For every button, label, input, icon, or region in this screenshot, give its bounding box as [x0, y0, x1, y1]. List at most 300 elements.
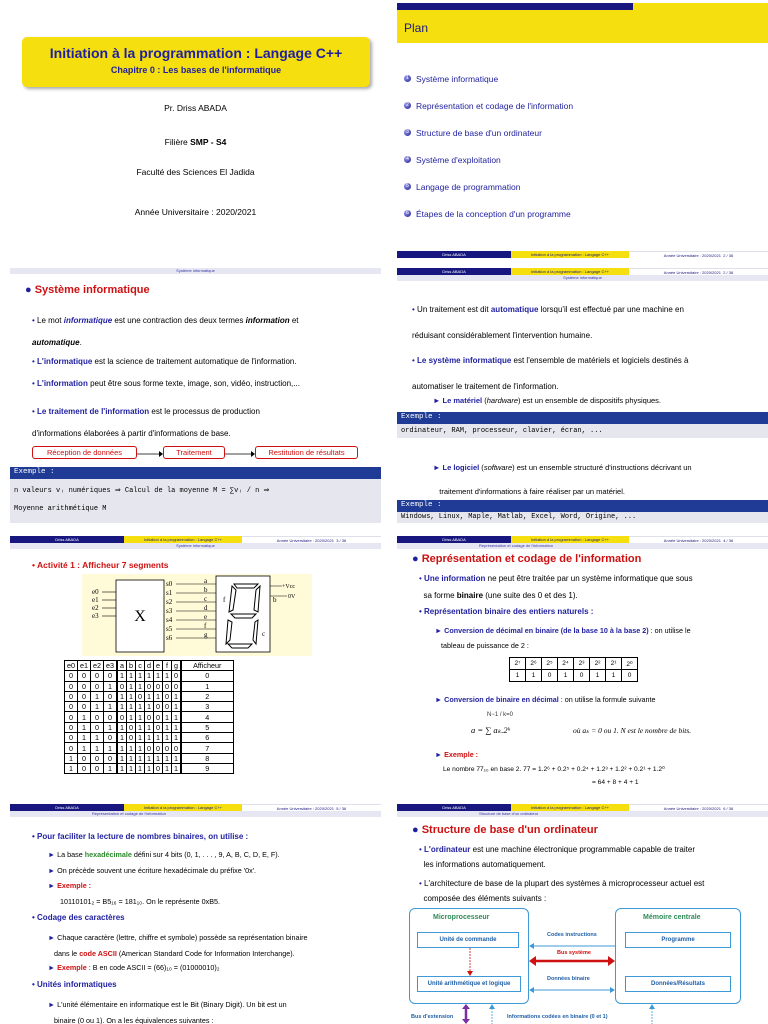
bullet-traitement: • Le traitement de l'information est le processus de production d'informations élaborées à partir d'informations de base. [32, 407, 260, 438]
page-number: 5 / 36 [336, 806, 347, 811]
example-body: ordinateur, RAM, processeur, clavier, écran, ... [397, 424, 768, 438]
table-cell: 1 [127, 681, 136, 691]
output-label: s6 [166, 634, 173, 642]
bullet-icon: ● [412, 824, 419, 836]
table-cell: 1 [91, 702, 104, 712]
filiere-value: SMP - S4 [190, 137, 227, 147]
col-header: c [136, 661, 145, 671]
footer-author: Driss ABADA [397, 536, 511, 543]
table-cell: 0 [91, 763, 104, 773]
table-cell: 1 [78, 722, 91, 732]
segment-label-b: b [273, 596, 277, 604]
txt: Un traitement est dit [417, 305, 491, 314]
author: Pr. Driss ABADA [164, 103, 227, 113]
alu-unit: Unité arithmétique et logique [417, 976, 521, 992]
flow-reception: Réception de données [32, 446, 137, 459]
table-cell: 0 [145, 743, 154, 753]
footer-year [629, 251, 768, 258]
table-cell: 1 [145, 691, 154, 701]
bullet-lecture: • Pour faciliter la lecture de nombres binaires, on utilise : [32, 832, 249, 841]
txt: composée des éléments suivants : [423, 894, 547, 903]
sub-ascii: ► Chaque caractère (lettre, chiffre et symbole) possède sa représentation binaire dans le code ASCII (American Standard Code for Information Interchange). [48, 933, 308, 958]
segment-label-c: c [262, 630, 266, 638]
section-heading [25, 284, 150, 296]
col-header: e [154, 661, 163, 671]
arrow-down-icon [467, 948, 473, 976]
footer-year [629, 536, 768, 543]
output-label: s5 [166, 625, 173, 633]
slide-structure [397, 804, 768, 1024]
input-label: e2 [92, 604, 99, 612]
cell: 1 [510, 670, 526, 682]
table-cell: 0 [104, 733, 118, 743]
txt: est le processus de production [149, 407, 260, 416]
txt: ( [479, 463, 484, 472]
bullet-informatique: • L'informatique est la science de traitement automatique de l'information. [32, 357, 297, 366]
table-cell: 8 [181, 753, 233, 763]
table-cell: 1 [172, 753, 182, 763]
footer-year-text: Année Universitaire : 2020/2021 [663, 270, 721, 275]
example-line: n valeurs vᵢ numériques ⇒ Calcul de la moyenne M = ∑vᵢ / n ⇒ [14, 487, 270, 495]
power-row [510, 658, 638, 670]
sub-bin-dec: ► Conversion de binaire en décimal : on utilise la formule suivante [435, 695, 656, 704]
section-heading-text: Système informatique [34, 284, 150, 296]
table-cell: 0 [154, 743, 163, 753]
table-cell: 1 [117, 753, 127, 763]
section-header: Système informatique [10, 543, 381, 549]
txt: L'architecture de base de la plupart des systèmes à microprocesseur actuel est [424, 879, 705, 888]
output-label: s2 [166, 598, 173, 606]
bullet-systeme: • Le système informatique est l'ensemble de matériels et logiciels destinés à automatiser le traitement de l'information. [412, 356, 689, 391]
bullet-entiers: • Représentation binaire des entiers naturels : [419, 607, 594, 616]
txt: ne peut être traitée par un système informatique que sous [485, 574, 693, 583]
top-band [397, 3, 768, 10]
arrow-left-icon [529, 942, 615, 950]
txt: La base [57, 850, 85, 859]
table-cell: 0 [172, 681, 182, 691]
txt: Codage des caractères [37, 913, 125, 922]
segment-label: e [204, 613, 208, 621]
table-cell: 1 [136, 743, 145, 753]
bullet-icon: ● [25, 284, 32, 296]
table-cell: 0 [181, 671, 233, 681]
bullet-icon: ● [412, 553, 419, 565]
table-cell: 0 [78, 681, 91, 691]
txt: L'information [37, 379, 88, 388]
formula: a = ∑ aₖ.2ᵏ [471, 725, 511, 735]
table-cell: 1 [127, 691, 136, 701]
cell: 0 [574, 670, 590, 682]
section-header: Structure de base d'un ordinateur [397, 811, 768, 817]
table-cell: 6 [181, 733, 233, 743]
table-cell: 1 [136, 763, 145, 773]
input-label: e0 [92, 588, 99, 596]
txt: les informations automatiquement. [423, 860, 546, 869]
table-row [65, 712, 234, 722]
table-cell: 1 [172, 722, 182, 732]
page-number: 4 / 36 [723, 538, 734, 543]
txt: est la science de traitement automatique de l'information. [92, 357, 297, 366]
section-header: Système informatique [10, 268, 381, 274]
table-cell: 1 [104, 681, 118, 691]
footer-author: Driss ABADA [397, 251, 511, 258]
table-row [65, 753, 234, 763]
section-heading [412, 553, 641, 565]
segment-label: a [204, 577, 208, 585]
footer-course: Initiation à la programmation : Langage C++ [124, 804, 242, 811]
formula-limits: N−1 / k=0 [487, 712, 514, 718]
footer-course: Initiation à la programmation : Langage C++ [511, 804, 629, 811]
col-header: d [145, 661, 154, 671]
col-header: e3 [104, 661, 118, 671]
table-cell: 0 [65, 722, 78, 732]
table-cell: 1 [117, 733, 127, 743]
bullet-architecture: • L'architecture de base de la plupart des systèmes à microprocesseur actuel est composée des éléments suivants : [419, 879, 705, 903]
bullet-ordinateur: • L'ordinateur est une machine électronique programmable capable de traiter les informations automatiquement. [419, 845, 695, 869]
col-header: b [127, 661, 136, 671]
plan-item[interactable] [404, 119, 573, 146]
cell: 2³ [574, 658, 590, 670]
top-footer [397, 536, 768, 543]
sub-logiciel: ► Le logiciel (software) est un ensemble structuré d'instructions décrivant un traitement d'informations à faire réaliser par un matériel. [433, 463, 692, 496]
txt: hardware [486, 396, 519, 405]
table-cell: 0 [78, 691, 91, 701]
table-cell: 0 [136, 691, 145, 701]
footer-course: Initiation à la programmation : Langage C++ [511, 268, 629, 275]
table-cell: 0 [117, 712, 127, 722]
txt: : on utilise la formule suivante [558, 695, 656, 704]
cell: 1 [558, 670, 574, 682]
txt: défini sur 4 bits (0, 1, . . . , 9, A, B, C, D, E, F). [131, 850, 280, 859]
value-row [510, 670, 638, 682]
number-ball-icon: 1 [404, 75, 411, 82]
table-cell: 0 [91, 712, 104, 722]
txt: : on utilise le [648, 626, 691, 635]
table-cell: 1 [145, 671, 154, 681]
output-label: s1 [166, 589, 173, 597]
txt: ) est un ensemble structuré d'instructions décrivant un [512, 463, 692, 472]
power-table [509, 657, 638, 682]
table-cell: 5 [181, 722, 233, 732]
txt: est l'ensemble de matériels et logiciels destinés à [511, 356, 689, 365]
flow-restitution: Restitution de résultats [255, 446, 358, 459]
page-number: 2 / 36 [723, 253, 734, 258]
sub-bit: ► L'unité élémentaire en informatique est le Bit (Binary Digit). Un bit est un binaire (0 ou 1). On a les équivalences suivantes : [48, 1000, 287, 1024]
table-cell: 9 [181, 763, 233, 773]
table-row [65, 722, 234, 732]
microprocessor-label: Microprocesseur [433, 914, 490, 921]
plan-item-label: Langage de programmation [416, 181, 521, 192]
table-cell: 1 [65, 763, 78, 773]
cell: 0 [542, 670, 558, 682]
plan-item[interactable] [404, 200, 573, 227]
footer-course: Initiation à la programmation : Langage C++ [124, 536, 242, 543]
table-cell: 0 [172, 671, 182, 681]
bus-label: Bus système [557, 950, 591, 956]
arrow-icon [137, 451, 163, 457]
col-header: f [163, 661, 172, 671]
table-cell: 0 [163, 743, 172, 753]
table-cell: 1 [154, 691, 163, 701]
table-cell: 0 [154, 681, 163, 691]
table-cell: 0 [65, 712, 78, 722]
table-cell: 0 [104, 753, 118, 763]
txt: L'ordinateur [424, 845, 471, 854]
table-cell: 0 [163, 681, 172, 691]
table-cell: 1 [136, 671, 145, 681]
table-cell: 0 [104, 691, 118, 701]
plan-item-label: Étapes de la conception d'un programme [416, 208, 571, 219]
table-cell: 0 [145, 681, 154, 691]
bullet-automatique: • Un traitement est dit automatique lorsqu'il est effectué par une machine en réduisant considérablement l'intervention humaine. [412, 305, 684, 340]
plan-item[interactable] [404, 92, 573, 119]
txt: Le matériel [442, 396, 483, 405]
segment-label: d [204, 604, 208, 612]
filiere [10, 137, 381, 147]
txt: dans le [54, 949, 80, 958]
example-header: Exemple : [397, 412, 768, 424]
table-cell: 1 [172, 712, 182, 722]
output-label: s4 [166, 616, 173, 624]
table-cell: 1 [172, 691, 182, 701]
example-header: Exemple : [397, 500, 768, 512]
table-cell: 1 [117, 671, 127, 681]
section-header: Système informatique [397, 275, 768, 281]
table-cell: 1 [154, 671, 163, 681]
table-cell: 1 [127, 743, 136, 753]
txt: binaire (0 ou 1). On a les équivalences suivantes : [54, 1016, 214, 1024]
cell: 2⁴ [558, 658, 574, 670]
cell: 2⁵ [542, 658, 558, 670]
cell: 1 [606, 670, 622, 682]
output-label: s0 [166, 580, 173, 588]
example-line-2: = 64 + 8 + 4 + 1 [592, 779, 639, 786]
output-label: s3 [166, 607, 173, 615]
table-cell: 0 [154, 763, 163, 773]
page-number: 2 / 36 [723, 270, 734, 275]
footer-author: Driss ABADA [10, 536, 124, 543]
table-cell: 1 [104, 702, 118, 712]
txt: Chaque caractère (lettre, chiffre et symbole) possède sa représentation binaire [57, 933, 308, 942]
cell: 2¹ [606, 658, 622, 670]
table-cell: 0 [91, 681, 104, 691]
page-number: 3 / 36 [336, 538, 347, 543]
memory-label: Mémoire centrale [643, 914, 701, 921]
table-cell: 0 [127, 733, 136, 743]
txt: tableau de puissance de 2 : [441, 641, 529, 650]
table-row [65, 671, 234, 681]
txt: automatique [490, 305, 539, 314]
table-cell: 1 [65, 753, 78, 763]
table-cell: 0 [78, 671, 91, 681]
txt: hexadécimale [84, 850, 132, 859]
table-cell: 0 [104, 671, 118, 681]
txt: software [483, 463, 513, 472]
txt: réduisant considérablement l'intervention humaine. [412, 331, 593, 340]
number-ball-icon: 5 [404, 183, 411, 190]
table-cell: 0 [172, 743, 182, 753]
program-box: Programme [625, 932, 731, 948]
txt: L'informatique [37, 357, 93, 366]
footer-author: Driss ABADA [10, 804, 124, 811]
txt: Exemple : [444, 750, 479, 759]
txt: ( [482, 396, 487, 405]
txt: Unités informatiques [37, 980, 117, 989]
table-cell: 0 [65, 733, 78, 743]
footer-year [629, 268, 768, 275]
bullet-mot: • Le mot informatique est une contraction des deux termes information et automatique. [32, 316, 299, 347]
table-cell: 1 [163, 733, 172, 743]
table-cell: 1 [136, 733, 145, 743]
table-cell: 1 [136, 753, 145, 763]
txt: Le mot [37, 316, 64, 325]
table-cell: 7 [181, 743, 233, 753]
txt: lorsqu'il est effectué par une machine en [538, 305, 684, 314]
sub-prefix: ► On précède souvent une écriture hexadécimale du préfixe '0x'. [48, 866, 257, 875]
number-ball-icon: 6 [404, 210, 411, 217]
table-cell: 0 [65, 671, 78, 681]
example-body: Windows, Linux, Maple, Matlab, Excel, Word, Origine, ... [397, 512, 768, 523]
footer-year-text: Année Universitaire : 2020/2021 [276, 806, 334, 811]
table-cell: 1 [163, 712, 172, 722]
cell: 2² [590, 658, 606, 670]
plan-item[interactable] [404, 146, 573, 173]
table-cell: 1 [78, 743, 91, 753]
table-cell: 1 [172, 733, 182, 743]
segment-label: f [204, 622, 207, 630]
table-cell: 0 [145, 712, 154, 722]
slide-representation [397, 536, 768, 791]
title-box [22, 37, 370, 87]
sub-materiel: ► Le matériel (hardware) est un ensemble de dispositifs physiques. [433, 396, 662, 405]
table-cell: 1 [127, 763, 136, 773]
table-cell: 1 [163, 671, 172, 681]
table-cell: 0 [117, 681, 127, 691]
table-cell: 1 [91, 743, 104, 753]
txt: Pour faciliter la lecture de nombres binaires, on utilise : [37, 832, 249, 841]
cell: 0 [622, 670, 638, 682]
table-cell: 1 [117, 691, 127, 701]
slide-systeme-2 [397, 268, 768, 523]
footer-course: Initiation à la programmation : Langage C++ [511, 251, 629, 258]
table-row [65, 691, 234, 701]
txt: Représentation binaire des entiers naturels : [424, 607, 594, 616]
txt: On précède souvent une écriture hexadécimale du préfixe '0x'. [57, 866, 257, 875]
seven-segment-diagram [82, 574, 312, 656]
table-cell: 1 [117, 722, 127, 732]
arrow-up-icon [489, 1004, 495, 1024]
table-cell: 0 [154, 702, 163, 712]
truth-table [64, 660, 234, 774]
segment-label: b [204, 586, 208, 594]
bullet-caracteres: • Codage des caractères [32, 913, 125, 922]
segment-label: c [204, 595, 208, 603]
txt: informatique [63, 316, 113, 325]
footer-year-text: Année Universitaire : 2020/2021 [663, 538, 721, 543]
input-label: e1 [92, 596, 99, 604]
table-cell: 0 [127, 722, 136, 732]
cell: 2⁷ [510, 658, 526, 670]
flow-traitement: Traitement [163, 446, 225, 459]
arrow-up-right-icon [649, 1004, 655, 1024]
txt: Exemple : [57, 881, 92, 890]
table-cell: 1 [136, 722, 145, 732]
ext-bus-label: Bus d'extension [411, 1014, 454, 1020]
table-cell: 0 [78, 763, 91, 773]
table-row [65, 743, 234, 753]
table-cell: 1 [127, 671, 136, 681]
plan-item[interactable] [404, 65, 573, 92]
plan-item-label: Système d'exploitation [416, 154, 501, 165]
txt: automatiser le traitement de l'information. [412, 382, 559, 391]
table-cell: 1 [172, 763, 182, 773]
txt: : B en code ASCII = (66)₁₀ = (01000010)₂ [86, 963, 220, 972]
table-cell: 0 [78, 702, 91, 712]
bullet-binaire: • Une information ne peut être traitée par un système informatique que sous sa forme binaire (une suite des 0 et des 1). [419, 574, 693, 600]
footer-author: Driss ABADA [397, 268, 511, 275]
cell: 2⁰ [622, 658, 638, 670]
activity-title: • Activité 1 : Afficheur 7 segments [32, 560, 169, 570]
top-footer [397, 268, 768, 275]
plan-item[interactable] [404, 173, 573, 200]
vcc-label: +Vcc [282, 584, 296, 590]
table-cell: 0 [154, 712, 163, 722]
txt: Le traitement de l'information [37, 407, 150, 416]
txt: L'unité élémentaire en informatique est le Bit (Binary Digit). Un bit est un [57, 1000, 287, 1009]
example-line: Moyenne arithmétique M [14, 505, 107, 513]
table-cell: 0 [65, 681, 78, 691]
section-heading-text: Représentation et codage de l'information [421, 553, 642, 565]
table-cell: 1 [78, 712, 91, 722]
txt: peut être sous forme texte, image, son, vidéo, instruction,... [87, 379, 300, 388]
table-cell: 1 [127, 702, 136, 712]
table-cell: 1 [78, 733, 91, 743]
footer-year-text: Année Universitaire : 2020/2021 [663, 253, 721, 258]
bullet-unites: • Unités informatiques [32, 980, 117, 989]
section-header: Représentation et codage de l'information [10, 811, 381, 817]
top-footer [10, 536, 381, 543]
col-header: e1 [78, 661, 91, 671]
table-cell: 1 [154, 753, 163, 763]
cell: 1 [526, 670, 542, 682]
table-cell: 0 [65, 691, 78, 701]
table-cell: 0 [91, 671, 104, 681]
plan-item-label: Système informatique [416, 73, 499, 84]
example-label: ► Exemple : [435, 750, 479, 759]
slide-plan [397, 3, 768, 258]
table-cell: 1 [136, 712, 145, 722]
txt: Le logiciel [442, 463, 480, 472]
table-cell: 1 [163, 722, 172, 732]
top-footer [397, 804, 768, 811]
sub-hexa: ► La base hexadécimale défini sur 4 bits (0, 1, . . . , 9, A, B, C, D, E, F). [48, 850, 280, 859]
table-row [65, 702, 234, 712]
footer-author: Driss ABADA [397, 804, 511, 811]
number-ball-icon: 2 [404, 102, 411, 109]
table-cell: 1 [117, 702, 127, 712]
footer-year [242, 536, 381, 543]
arrow-icon [225, 451, 255, 457]
plan-item-label: Structure de base d'un ordinateur [416, 127, 542, 138]
txt: est une machine électronique programmable capable de traiter [470, 845, 695, 854]
table-cell: 1 [145, 733, 154, 743]
control-unit: Unité de commande [417, 932, 519, 948]
info-label: Informations codées en binaire (0 et 1) [507, 1014, 608, 1020]
table-cell: 3 [181, 702, 233, 712]
table-cell: 0 [91, 753, 104, 763]
table-row [65, 763, 234, 773]
table-cell: 1 [145, 763, 154, 773]
